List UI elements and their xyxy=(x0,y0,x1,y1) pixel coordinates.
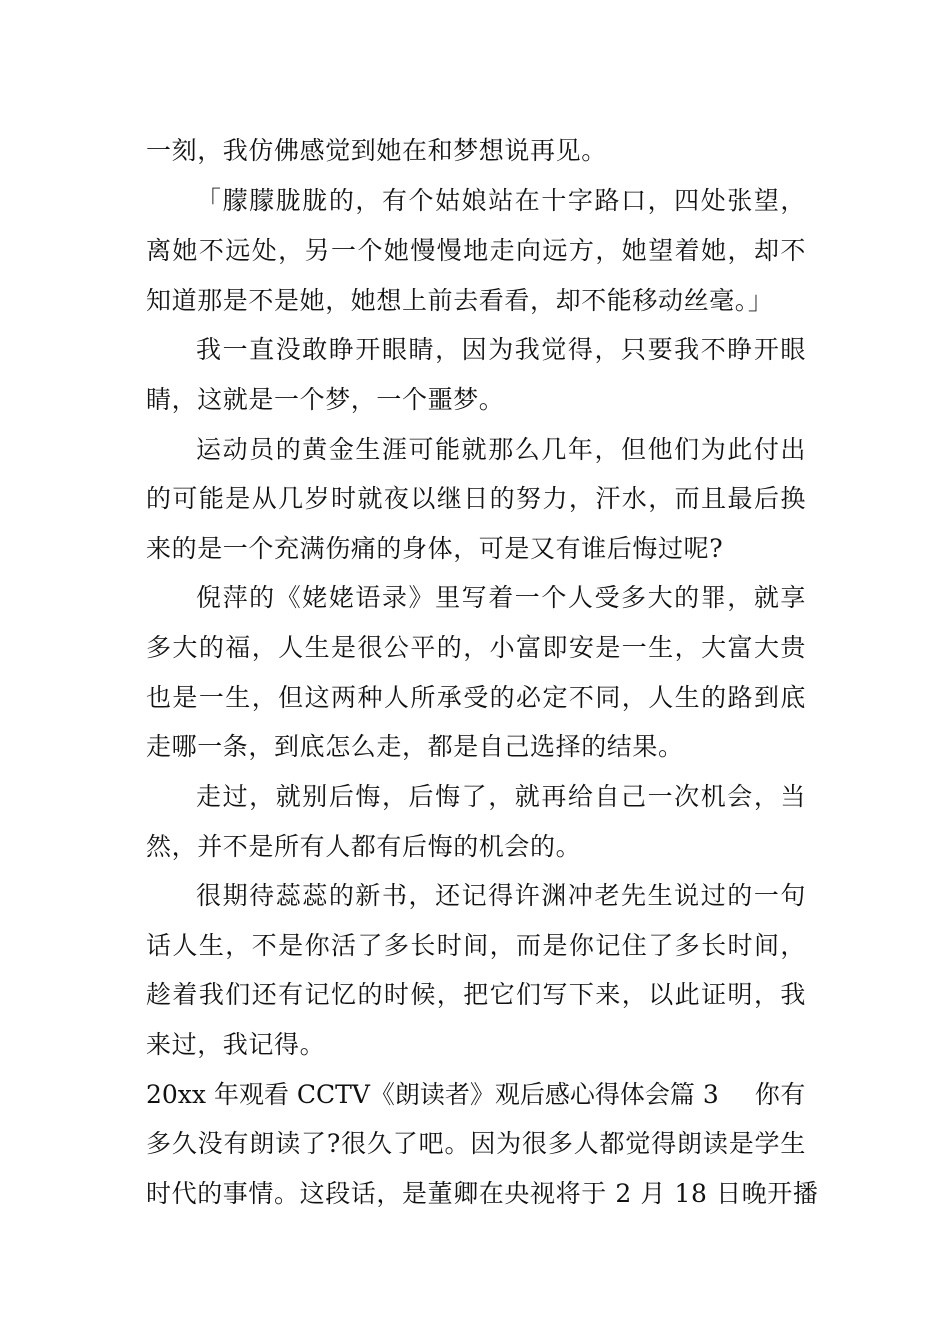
text-line: 运动员的黄金生涯可能就那么几年，但他们为此付出 xyxy=(196,435,806,464)
text-line: 然，并不是所有人都有后悔的机会的。 xyxy=(146,832,582,861)
text-line: 「朦朦胧胧的，有个姑娘站在十字路口，四处张望， xyxy=(196,186,806,215)
section-heading-line xyxy=(146,1075,806,1115)
text-line: 离她不远处，另一个她慢慢地走向远方，她望着她，却不 xyxy=(146,236,806,265)
text-line: 时代的事情。这段话，是董卿在央视将于 2 月 18 日晚开播 xyxy=(146,1179,819,1208)
text-line: 来的是一个充满伤痛的身体，可是又有谁后悔过呢? xyxy=(146,534,724,563)
text-line: 来过，我记得。 xyxy=(146,1030,326,1059)
text-line: 多大的福，人生是很公平的，小富即安是一生，大富大贵 xyxy=(146,633,806,662)
text-line: 走过，就别后悔，后悔了，就再给自己一次机会，当 xyxy=(196,782,806,811)
text-line: 话人生，不是你活了多长时间，而是你记住了多长时间， xyxy=(146,931,806,960)
text-line: 也是一生，但这两种人所承受的必定不同，人生的路到底 xyxy=(146,683,806,712)
text-line: 走哪一条，到底怎么走，都是自己选择的结果。 xyxy=(146,732,684,761)
text-line: 知道那是不是她，她想上前去看看，却不能移动丝毫。」 xyxy=(146,286,774,315)
text-fragment: 你有 xyxy=(754,1080,806,1109)
text-line: 多久没有朗读了?很久了吧。因为很多人都觉得朗读是学生 xyxy=(146,1129,806,1158)
text-line: 倪萍的《姥姥语录》里写着一个人受多大的罪，就享 xyxy=(196,583,806,612)
text-line: 很期待蕊蕊的新书，还记得许渊冲老先生说过的一句 xyxy=(196,881,806,910)
text-line: 睛，这就是一个梦，一个噩梦。 xyxy=(146,385,505,414)
text-line: 我一直没敢睁开眼睛，因为我觉得，只要我不睁开眼 xyxy=(196,335,806,364)
text-line: 趁着我们还有记忆的时候，把它们写下来，以此证明，我 xyxy=(146,980,806,1009)
section-heading: 20xx 年观看 CCTV《朗读者》观后感心得体会篇 3 xyxy=(146,1080,719,1109)
text-line: 的可能是从几岁时就夜以继日的努力，汗水，而且最后换 xyxy=(146,484,806,513)
text-line: 一刻，我仿佛感觉到她在和梦想说再见。 xyxy=(146,136,607,165)
